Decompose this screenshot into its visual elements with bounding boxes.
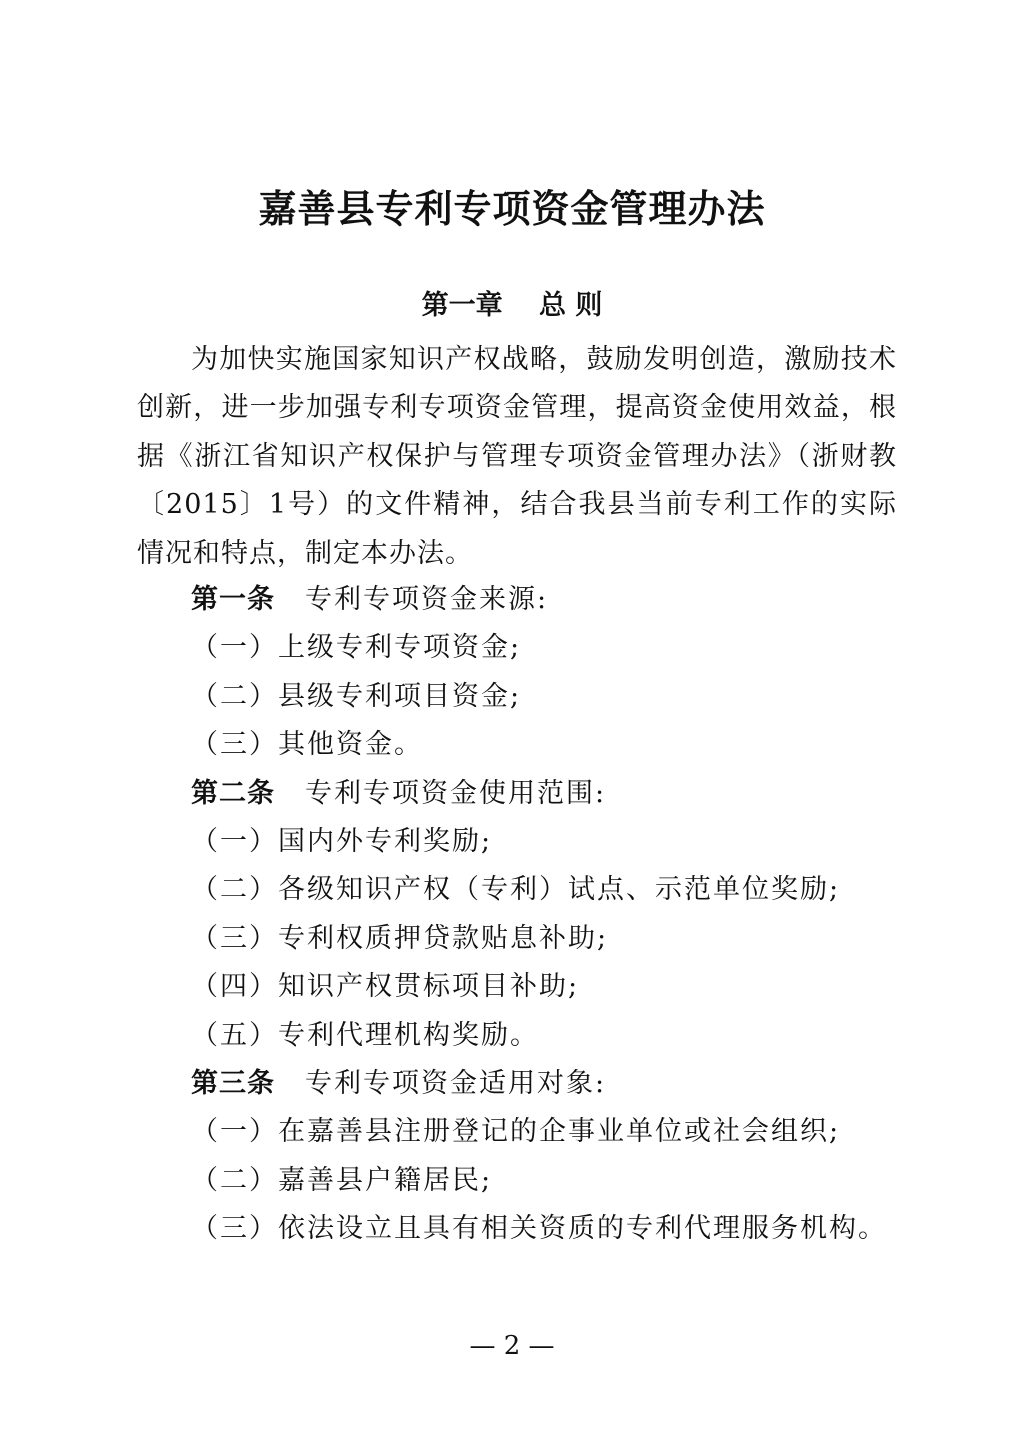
- article-item: （二）各级知识产权（专利）试点、示范单位奖励;: [191, 874, 841, 906]
- article-item: （一）国内外专利奖励;: [191, 826, 493, 858]
- intro-paragraph: 为加快实施国家知识产权战略，鼓励发明创造，激励技术创新，进一步加强专利专项资金管理，提高资金使用效益，根据《浙江省知识产权保护与管理专项资金管理办法》（浙财教〔2015〕1号）的文件精神，结合我县当前专利工作的实际情况和特点，制定本办法。: [137, 344, 897, 569]
- article-text: 专利专项资金使用范围:: [305, 777, 607, 809]
- articles-section: [137, 576, 897, 1254]
- article-text: 专利专项资金适用对象:: [305, 1068, 607, 1100]
- article-item: （二）县级专利项目资金;: [191, 680, 522, 712]
- article-item: （三）其他资金。: [191, 729, 423, 761]
- article-heading: [137, 576, 897, 624]
- article-item: （一）上级专利专项资金;: [191, 632, 522, 664]
- article-item: （三）专利权质押贷款贴息补助;: [191, 922, 609, 954]
- article-item: （二）嘉善县户籍居民;: [191, 1164, 493, 1196]
- article-item: （五）专利代理机构奖励。: [191, 1019, 539, 1051]
- page-number: — 2 —: [469, 1331, 555, 1361]
- article-text: 专利专项资金来源:: [305, 584, 549, 615]
- article-item: （一）在嘉善县注册登记的企事业单位或社会组织;: [191, 1116, 841, 1148]
- document-title: 嘉善县专利专项资金管理办法: [258, 186, 766, 231]
- article-label: 第三条: [191, 1068, 275, 1100]
- article-item: （四）知识产权贯标项目补助;: [191, 971, 580, 1003]
- article-label: 第一条: [191, 584, 275, 615]
- chapter-title: 第一章 总 则: [421, 290, 603, 321]
- article-label: 第二条: [191, 777, 275, 809]
- article-item: （三）依法设立且具有相关资质的专利代理服务机构。: [191, 1213, 887, 1245]
- article-heading: [137, 770, 897, 818]
- article-heading: [137, 1060, 897, 1108]
